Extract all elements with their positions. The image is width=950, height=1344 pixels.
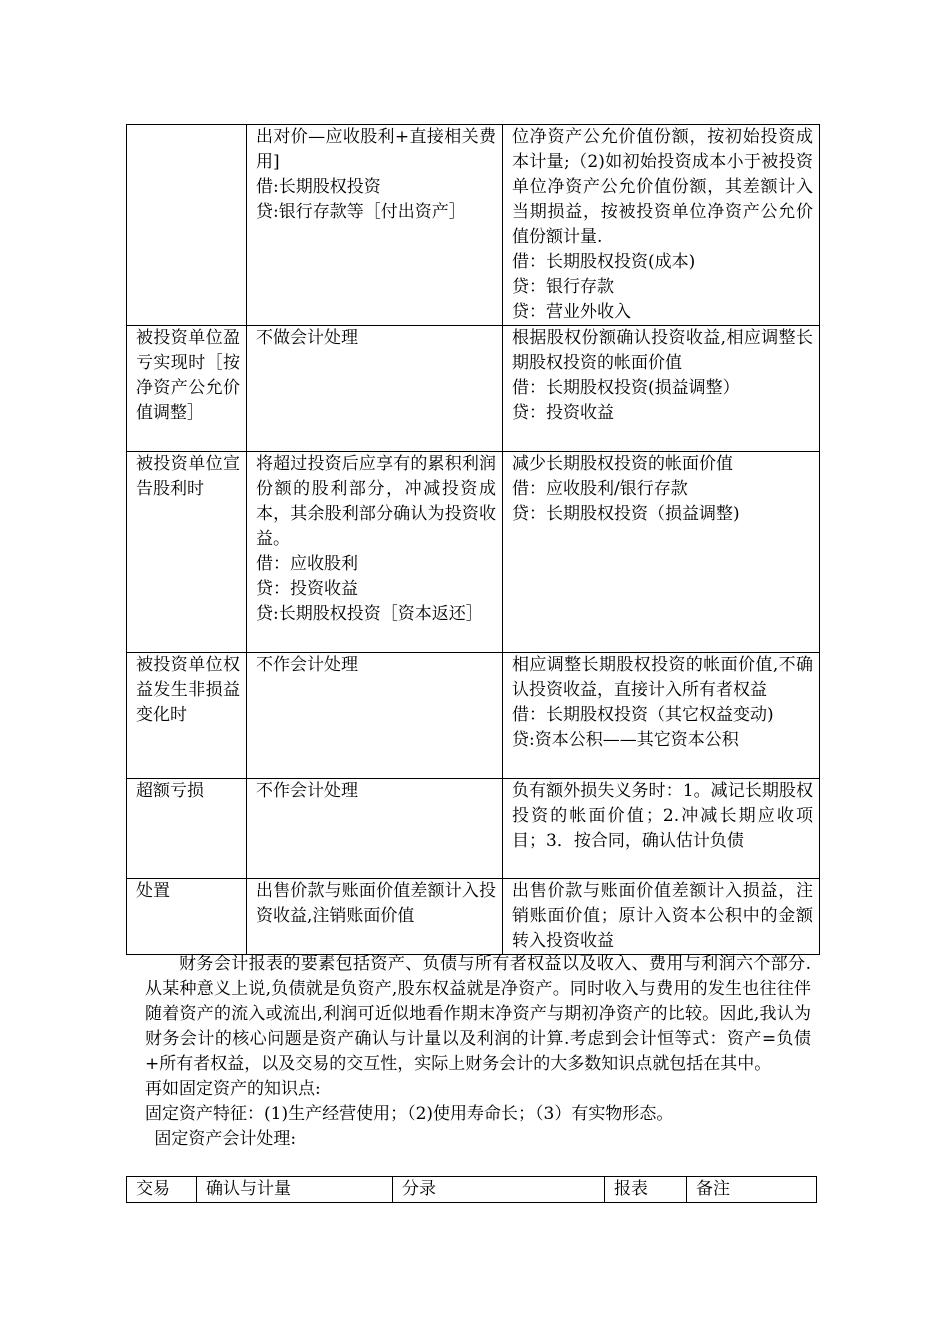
- cell-line: 借：长期股权投资(损益调整）: [512, 378, 740, 398]
- cost-method-cell: [247, 879, 503, 955]
- cell-line: 借：应收股利/银行存款: [512, 479, 688, 499]
- cell-line: 贷：投资收益: [512, 403, 614, 423]
- cell-line: 贷:银行存款等［付出资产］: [256, 202, 466, 222]
- cell-line: 根据股权份额确认投资收益,相应调整长期股权投资的帐面价值: [512, 328, 813, 373]
- equity-investment-table: [126, 124, 820, 955]
- cost-method-cell: [247, 653, 503, 779]
- cell-line: 借：长期股权投资(成本): [512, 252, 696, 272]
- table-row: [127, 326, 820, 452]
- event-cell: [127, 125, 247, 326]
- equity-method-cell: [503, 779, 820, 879]
- table-row: [127, 452, 820, 653]
- cell-line: 贷:资本公积——其它资本公积: [512, 730, 739, 750]
- essay-paragraph: 财务会计报表的要素包括资产、负债与所有者权益以及收入、费用与利润六个部分.从某种意义上说,负债就是负资产,股东权益就是净资产。同时收入与费用的发生也往往伴随着资产的流入或流出,利润可近似地看作期末净资产与期初净资产的比较。因此,我认为财务会计的核心问题是资产确认与计量以及利润的计算.考虑到会计恒等式：资产=负债+所有者权益，以及交易的交互性，实际上财务会计的大多数知识点就包括在其中。: [145, 954, 811, 1074]
- equity-method-cell: [503, 653, 820, 779]
- header-cell: 分录: [393, 1177, 605, 1203]
- cell-line: 不做会计处理: [256, 328, 358, 348]
- event-cell: 被投资单位权益发生非损益变化时: [127, 653, 247, 779]
- cell-line: 出售价款与账面价值差额计入损益，注销账面价值；原计入资本公积中的金额转入投资收益: [512, 881, 813, 951]
- cell-line: 将超过投资后应享有的累积利润份额的股利部分，冲减投资成本，其余股利部分确认为投资收益。: [256, 454, 496, 549]
- header-cell: 备注: [687, 1177, 817, 1203]
- equity-method-cell: [503, 125, 820, 326]
- cell-line: 减少长期股权投资的帐面价值: [512, 454, 733, 474]
- cell-line: 不作会计处理: [256, 781, 358, 801]
- cost-method-cell: [247, 326, 503, 452]
- essay-text: [145, 952, 811, 1152]
- cell-line: 借：应收股利: [256, 554, 358, 574]
- cost-method-cell: [247, 125, 503, 326]
- cell-line: 出对价—应收股利+直接相关费用]: [256, 127, 496, 172]
- cell-line: 借:长期股权投资: [256, 177, 381, 197]
- table-row: [127, 653, 820, 779]
- cell-line: 贷：投资收益: [256, 579, 358, 599]
- cell-line: 贷:长期股权投资［资本返还］: [256, 604, 483, 624]
- cell-line: 负有额外损失义务时：1。减记长期股权投资的帐面价值；2.冲减长期应收项目；3．按合同，确认估计负债: [512, 781, 813, 851]
- table-row: [127, 879, 820, 955]
- header-cell: 确认与计量: [197, 1177, 393, 1203]
- header-cell: 交易: [127, 1177, 197, 1203]
- event-cell: 被投资单位盈亏实现时［按净资产公允价值调整］: [127, 326, 247, 452]
- fixed-asset-header-row: [127, 1177, 817, 1203]
- equity-method-cell: [503, 452, 820, 653]
- table-row: [127, 125, 820, 326]
- cell-line: 贷：营业外收入: [512, 302, 631, 322]
- header-cell: 报表: [605, 1177, 687, 1203]
- cell-line: 出售价款与账面价值差额计入投资收益,注销账面价值: [256, 881, 496, 926]
- cell-line: 贷：长期股权投资（损益调整): [512, 504, 740, 524]
- event-cell: 超额亏损: [127, 779, 247, 879]
- equity-method-cell: [503, 326, 820, 452]
- cell-line: 位净资产公允价值份额，按初始投资成本计量;（2)如初始投资成本小于被投资单位净资产公允价值份额，其差额计入当期损益，按被投资单位净资产公允价值份额计量.: [512, 127, 813, 247]
- essay-line-fixed-assets-accounting: 固定资产会计处理:: [154, 1129, 297, 1149]
- cell-line: 借：长期股权投资（其它权益变动): [512, 705, 774, 725]
- fixed-asset-table: [126, 1176, 817, 1203]
- cell-line: 贷：银行存款: [512, 277, 614, 297]
- cost-method-cell: [247, 452, 503, 653]
- event-cell: 处置: [127, 879, 247, 955]
- cell-line: 相应调整长期股权投资的帐面价值,不确认投资收益，直接计入所有者权益: [512, 655, 813, 700]
- event-cell: 被投资单位宣告股利时: [127, 452, 247, 653]
- essay-line-fixed-assets-intro: 再如固定资产的知识点:: [145, 1079, 321, 1099]
- table-row: [127, 779, 820, 879]
- cost-method-cell: [247, 779, 503, 879]
- equity-method-cell: [503, 879, 820, 955]
- cell-line: 不作会计处理: [256, 655, 358, 675]
- essay-line-fixed-assets-features: 固定资产特征：(1)生产经营使用；（2)使用寿命长；（3）有实物形态。: [145, 1104, 674, 1124]
